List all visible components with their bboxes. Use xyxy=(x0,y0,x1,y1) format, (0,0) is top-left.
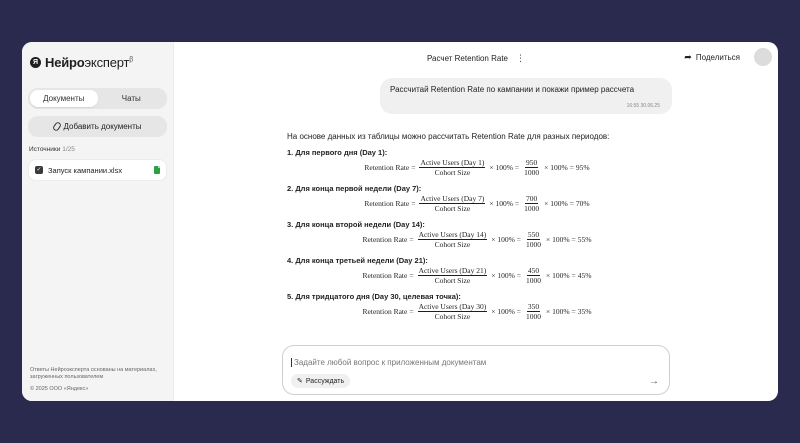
fraction-denominator: Cohort Size xyxy=(434,240,471,249)
equals-sign: = xyxy=(409,235,414,244)
share-label: Поделиться xyxy=(695,53,740,62)
logo-text: Нейроэксперт$^\beta$ xyxy=(45,54,134,70)
formula-result: 55% xyxy=(577,235,592,244)
value-numerator: 450 xyxy=(527,266,540,275)
answer-steps xyxy=(287,148,707,321)
multiply-operator: × 100% = xyxy=(545,307,576,316)
value-denominator: 1000 xyxy=(524,168,540,177)
fraction-numerator: Active Users (Day 1) xyxy=(420,158,485,167)
value-denominator: 1000 xyxy=(524,204,540,213)
sidebar-tabs xyxy=(28,88,167,109)
multiply-operator: × 100% = xyxy=(545,235,576,244)
file-item[interactable] xyxy=(28,159,167,181)
value-numerator: 700 xyxy=(525,194,538,203)
sources-header xyxy=(28,146,167,153)
answer-intro: На основе данных из таблицы можно рассчитать Retention Rate для разных периодов: xyxy=(287,132,610,141)
fraction-denominator: Cohort Size xyxy=(434,168,471,177)
step-title: 4. Для конца третьей недели (Day 21): xyxy=(287,256,428,265)
fraction-numerator: Active Users (Day 30) xyxy=(418,302,487,311)
assistant-answer xyxy=(287,132,707,321)
multiply-operator: × 100% = xyxy=(491,307,521,316)
formula xyxy=(287,194,707,213)
value-numerator: 950 xyxy=(525,158,538,167)
fraction-denominator: Cohort Size xyxy=(434,276,471,285)
sources-label: Источники xyxy=(29,146,61,153)
app-window xyxy=(22,42,778,401)
fraction-denominator: Cohort Size xyxy=(434,312,471,321)
formula xyxy=(287,266,707,285)
more-menu-icon[interactable]: ⋮ xyxy=(516,53,526,63)
spreadsheet-file-icon xyxy=(154,166,160,174)
tab-documents[interactable]: Документы xyxy=(30,90,98,107)
step-title: 3. Для конца второй недели (Day 14): xyxy=(287,220,425,229)
formula-result: 95% xyxy=(575,163,590,172)
multiply-operator: × 100% = xyxy=(545,271,576,280)
answer-step xyxy=(287,256,707,285)
logo[interactable] xyxy=(28,54,167,70)
file-name: Запуск кампании.xlsx xyxy=(48,165,123,175)
fraction-denominator: Cohort Size xyxy=(434,204,471,213)
multiply-operator: × 100% = xyxy=(489,199,520,208)
share-icon: ➦ xyxy=(684,52,692,62)
reason-label: Рассуждать xyxy=(305,377,345,385)
chat-title[interactable]: Расчет Retention Rate xyxy=(426,53,509,63)
answer-step xyxy=(287,184,707,213)
yandex-logo-icon: Я xyxy=(30,57,41,68)
share-button[interactable] xyxy=(684,52,740,63)
value-denominator: 1000 xyxy=(525,312,541,321)
step-title: 5. Для тридцатого дня (Day 30, целевая точка): xyxy=(287,292,461,301)
fraction-numerator: Active Users (Day 7) xyxy=(420,194,485,203)
value-fraction xyxy=(523,194,540,213)
step-title: 2. Для конца первой недели (Day 7): xyxy=(287,184,422,193)
sources-count: 1/25 xyxy=(62,146,75,153)
equals-sign: = xyxy=(409,307,414,316)
multiply-operator: × 100% = xyxy=(544,199,574,208)
avatar[interactable] xyxy=(754,48,772,66)
user-message-text: Рассчитай Retention Rate по кампании и покажи пример рассчета xyxy=(390,85,635,94)
paperclip-icon xyxy=(51,121,61,132)
value-fraction xyxy=(525,302,542,321)
answer-step xyxy=(287,220,707,249)
disclaimer: Ответы Нейроэксперта основаны на материалах, загруженных пользователем xyxy=(30,367,157,380)
fraction-numerator: Active Users (Day 21) xyxy=(418,266,487,275)
equals-sign: = xyxy=(411,199,416,208)
value-fraction xyxy=(525,230,542,249)
topbar xyxy=(174,42,778,74)
user-message-bubble xyxy=(380,78,672,114)
formula-fraction xyxy=(418,302,488,321)
step-title: 1. Для первого дня (Day 1): xyxy=(287,148,388,157)
formula xyxy=(287,302,707,321)
reason-button[interactable] xyxy=(291,374,350,388)
formula-fraction xyxy=(418,230,488,249)
value-numerator: 350 xyxy=(527,302,540,311)
answer-step xyxy=(287,292,707,321)
chat-area xyxy=(174,42,778,401)
add-documents-button[interactable] xyxy=(28,116,167,137)
multiply-operator: × 100% = xyxy=(544,163,574,172)
tab-chats[interactable]: Чаты xyxy=(121,94,141,103)
send-arrow-icon[interactable]: → xyxy=(649,376,659,387)
equals-sign: = xyxy=(409,271,414,280)
multiply-operator: × 100% = xyxy=(491,271,521,280)
add-documents-label: Добавить документы xyxy=(63,122,142,131)
question-input[interactable] xyxy=(291,358,661,367)
formula-result: 45% xyxy=(577,271,592,280)
multiply-operator: × 100% = xyxy=(491,235,521,244)
formula-fraction xyxy=(419,194,485,213)
formula-result: 35% xyxy=(577,307,592,316)
formula-lhs: Retention Rate xyxy=(364,163,410,172)
formula-lhs: Retention Rate xyxy=(364,199,410,208)
formula-lhs: Retention Rate xyxy=(362,271,408,280)
formula-fraction xyxy=(418,266,488,285)
sidebar xyxy=(22,42,174,401)
formula-lhs: Retention Rate xyxy=(362,307,408,316)
formula-lhs: Retention Rate xyxy=(362,235,408,244)
answer-step xyxy=(287,148,707,177)
value-numerator: 550 xyxy=(527,230,540,239)
value-denominator: 1000 xyxy=(525,276,541,285)
checkbox-checked-icon[interactable]: ✓ xyxy=(36,167,42,173)
multiply-operator: × 100% = xyxy=(489,163,520,172)
equals-sign: = xyxy=(411,163,416,172)
formula-fraction xyxy=(419,158,485,177)
brush-icon: ✎ xyxy=(297,378,303,385)
value-denominator: 1000 xyxy=(525,240,541,249)
composer xyxy=(282,345,670,395)
formula xyxy=(287,230,707,249)
message-timestamp: 16:55 30.06.25 xyxy=(626,103,660,109)
value-fraction xyxy=(523,158,540,177)
formula-result: 70% xyxy=(575,199,590,208)
value-fraction xyxy=(525,266,542,285)
formula xyxy=(287,158,707,177)
fraction-numerator: Active Users (Day 14) xyxy=(418,230,487,239)
copyright: © 2025 ООО «Яндекс» xyxy=(30,386,89,392)
